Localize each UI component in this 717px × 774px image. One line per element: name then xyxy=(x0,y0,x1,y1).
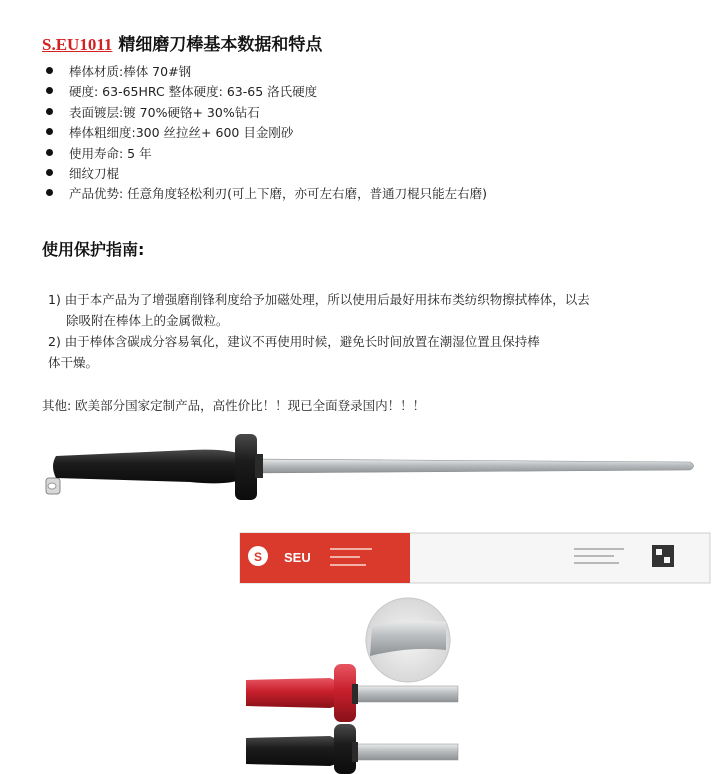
guide-item-1-cont: 除吸附在棒体上的金属微粒。 xyxy=(66,313,229,328)
guide-title: 使用保护指南: xyxy=(42,240,145,259)
product-code: S.EU1011 xyxy=(42,35,113,54)
list-item: 棒体粗细度:300 丝拉丝+ 600 目金刚砂 xyxy=(46,123,487,143)
guide-item-2: 2) 由于棒体含碳成分容易氧化，建议不再使用时候，避免长时间放置在潮湿位置且保持棒 xyxy=(48,334,540,349)
honing-rod-main xyxy=(46,434,694,500)
list-item: 棒体材质:棒体 70#钢 xyxy=(46,62,487,82)
list-item: 硬度: 63-65HRC 整体硬度: 63-65 洛氏硬度 xyxy=(46,82,487,102)
list-item: 产品优势: 任意角度轻松利刃(可上下磨，亦可左右磨，普通刀棍只能左右磨) xyxy=(46,184,487,204)
list-item: 表面镀层:镀 70%硬铬+ 30%钻石 xyxy=(46,103,487,123)
guide-item-2-cont: 体干燥。 xyxy=(48,355,99,370)
rod-closeup xyxy=(366,598,450,682)
other-note: 其他: 欧美部分国家定制产品，高性价比！！现已全面登录国内！！！ xyxy=(42,398,426,413)
list-item: 细纹刀棍 xyxy=(46,164,487,184)
package-logo: SEU xyxy=(284,550,311,565)
list-item: 使用寿命: 5 年 xyxy=(46,144,487,164)
packaging-tube xyxy=(240,533,710,583)
title-text: 精细磨刀棒基本数据和特点 xyxy=(118,35,323,55)
svg-text:S: S xyxy=(253,550,263,564)
honing-rod-black xyxy=(246,724,458,774)
guide-item-1: 1) 由于本产品为了增强磨削锋利度给予加磁处理，所以使用后最好用抹布类纺织物擦拭棒体，以去 xyxy=(48,292,590,307)
